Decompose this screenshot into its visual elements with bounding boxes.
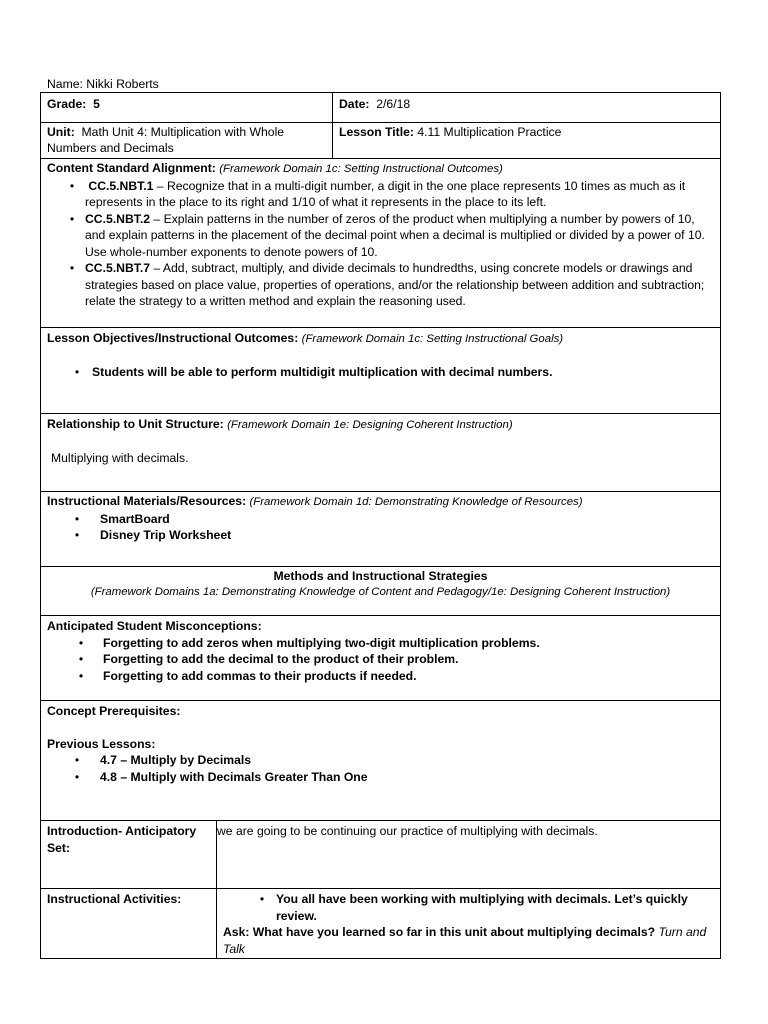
material-text: Disney Trip Worksheet [100,528,232,542]
ask-line [223,924,714,957]
grade-value: 5 [93,97,100,111]
content-standard-cell [41,159,720,327]
objectives-label: Lesson Objectives/Instructional Outcomes: [47,331,299,345]
materials-list [47,511,714,544]
standards-list [47,178,714,310]
bullet-icon: • [69,211,75,226]
name-value: Nikki Roberts [86,77,159,91]
previous-lesson-text: 4.7 – Multiply by Decimals [100,753,252,767]
name-label: Name: [47,77,83,91]
relationship-framework: (Framework Domain 1e: Designing Coherent Instruction) [227,419,513,431]
methods-title: Methods and Instructional Strategies [273,569,488,583]
standard-text: – Explain patterns in the number of zeros of the product when multiplying a number by powers of 10, and explain patterns in the placement of the decimal point when a decimal is multiplied or divided by a power of 10. Use whole-number exponents to denote powers of 10. [85,211,705,259]
relationship-label: Relationship to Unit Structure: [47,417,224,431]
materials-cell [41,492,720,566]
introduction-text: we are going to be continuing our practice of multiplying with decimals. [217,824,598,838]
standard-text: – Recognize that in a multi-digit number, a digit in the one place represents 10 times as much as it represents in the place to its right and 1/10 of what it represents in the place to its left. [85,178,686,209]
prerequisites-row [40,701,721,821]
activity-text: You all have been working with multiplying with decimals. Let’s quickly review. [276,892,688,923]
list-item [47,651,714,668]
objectives-row [40,328,721,414]
standard-text: – Add, subtract, multiply, and divide decimals to hundredths, using concrete models or drawings and strategies based on place value, properties of operations, and/or the relationship between addition and subtraction; relate the strategy to a written method and explain the reasoning used. [85,261,705,308]
objectives-heading [47,330,714,348]
list-item [223,891,714,924]
previous-lessons-heading [47,736,714,753]
unit-value: Math Unit 4: Multiplication with Whole Numbers and Decimals [47,125,285,155]
standard-code: CC.5.NBT.7 [85,261,151,275]
date-value: 2/6/18 [376,97,411,111]
relationship-text: Multiplying with decimals. [51,450,189,465]
prerequisites-label: Concept Prerequisites: [47,704,181,718]
materials-framework: (Framework Domain 1d: Demonstrating Knowledge of Resources) [249,496,583,508]
grade-cell [41,93,333,122]
bullet-icon: • [69,261,75,275]
ask-note: Turn and Talk [223,925,707,956]
list-item [47,769,714,786]
previous-lessons-label: Previous Lessons: [47,736,156,751]
prerequisites-cell [41,701,720,820]
lesson-title-value: 4.11 Multiplication Practice [417,125,562,139]
content-standard-row [40,159,721,328]
ask-label: Ask: [223,925,250,939]
list-item [47,364,714,381]
introduction-row [40,821,721,889]
list-item [47,527,714,544]
activities-content-cell [217,889,720,958]
misconception-text: Forgetting to add commas to their products if needed. [103,668,417,683]
content-standard-label: Content Standard Alignment: [47,161,216,175]
ask-text: What have you learned so far in this unit about multiplying decimals? [249,925,659,939]
objectives-cell [41,328,720,413]
misconceptions-row [40,616,721,701]
objectives-framework: (Framework Domain 1c: Setting Instructional Goals) [301,333,564,345]
list-item [47,752,714,769]
relationship-row [40,414,721,492]
materials-row [40,492,721,567]
activities-label-cell [41,889,217,958]
grade-label: Grade: [47,97,87,111]
materials-heading [47,493,714,511]
bullet-icon: • [69,178,75,193]
objectives-list [47,364,714,381]
bullet-icon: • [78,652,84,666]
bullet-icon: • [74,528,80,542]
bullet-icon: • [78,668,84,683]
date-label: Date: [339,97,370,111]
list-item [47,668,714,685]
bullet-icon: • [74,511,80,526]
content-standard-framework: (Framework Domain 1c: Setting Instructional Outcomes) [219,163,503,175]
misconceptions-cell [41,616,720,700]
content-standard-heading [47,160,714,178]
standard-code: CC.5.NBT.1 [88,178,154,193]
previous-lesson-text: 4.8 – Multiply with Decimals Greater Than One [100,769,368,784]
unit-cell [41,123,333,158]
bullet-icon: • [74,364,80,379]
unit-label: Unit: [47,125,75,139]
lesson-title-label: Lesson Title: [339,125,414,139]
introduction-label: Introduction- Anticipatory Set: [47,824,197,855]
previous-lessons-list [47,752,714,785]
bullet-icon: • [74,753,80,767]
relationship-heading [47,416,714,434]
methods-framework: (Framework Domains 1a: Demonstrating Knowledge of Content and Pedagogy/1e: Designing Coherent Instruction) [90,585,671,598]
activities-row [40,889,721,959]
materials-label: Instructional Materials/Resources: [47,494,247,508]
date-cell [333,93,720,122]
list-item [47,511,714,528]
misconceptions-list [47,635,714,685]
bullet-icon: • [259,892,265,906]
bullet-icon: • [74,769,80,784]
grade-date-row [40,92,721,123]
lesson-title-cell [333,123,720,158]
lesson-plan-table [40,92,721,959]
list-item [47,635,714,652]
introduction-label-cell [41,821,217,888]
material-text: SmartBoard [100,511,170,526]
misconception-text: Forgetting to add the decimal to the product of their problem. [103,652,459,666]
misconceptions-label: Anticipated Student Misconceptions: [47,619,262,633]
list-item [47,178,714,211]
methods-cell [41,567,720,615]
methods-row [40,567,721,616]
list-item [47,260,714,310]
activities-list [223,891,714,924]
standard-code: CC.5.NBT.2 [85,211,151,226]
activities-label: Instructional Activities: [47,892,182,906]
relationship-cell [41,414,720,491]
bullet-icon: • [78,635,84,650]
teacher-name [47,76,159,93]
list-item [47,211,714,261]
misconception-text: Forgetting to add zeros when multiplying two-digit multiplication problems. [103,635,540,650]
unit-title-row [40,123,721,159]
objective-text: Students will be able to perform multidigit multiplication with decimal numbers. [92,364,553,379]
introduction-text-cell [217,821,720,888]
